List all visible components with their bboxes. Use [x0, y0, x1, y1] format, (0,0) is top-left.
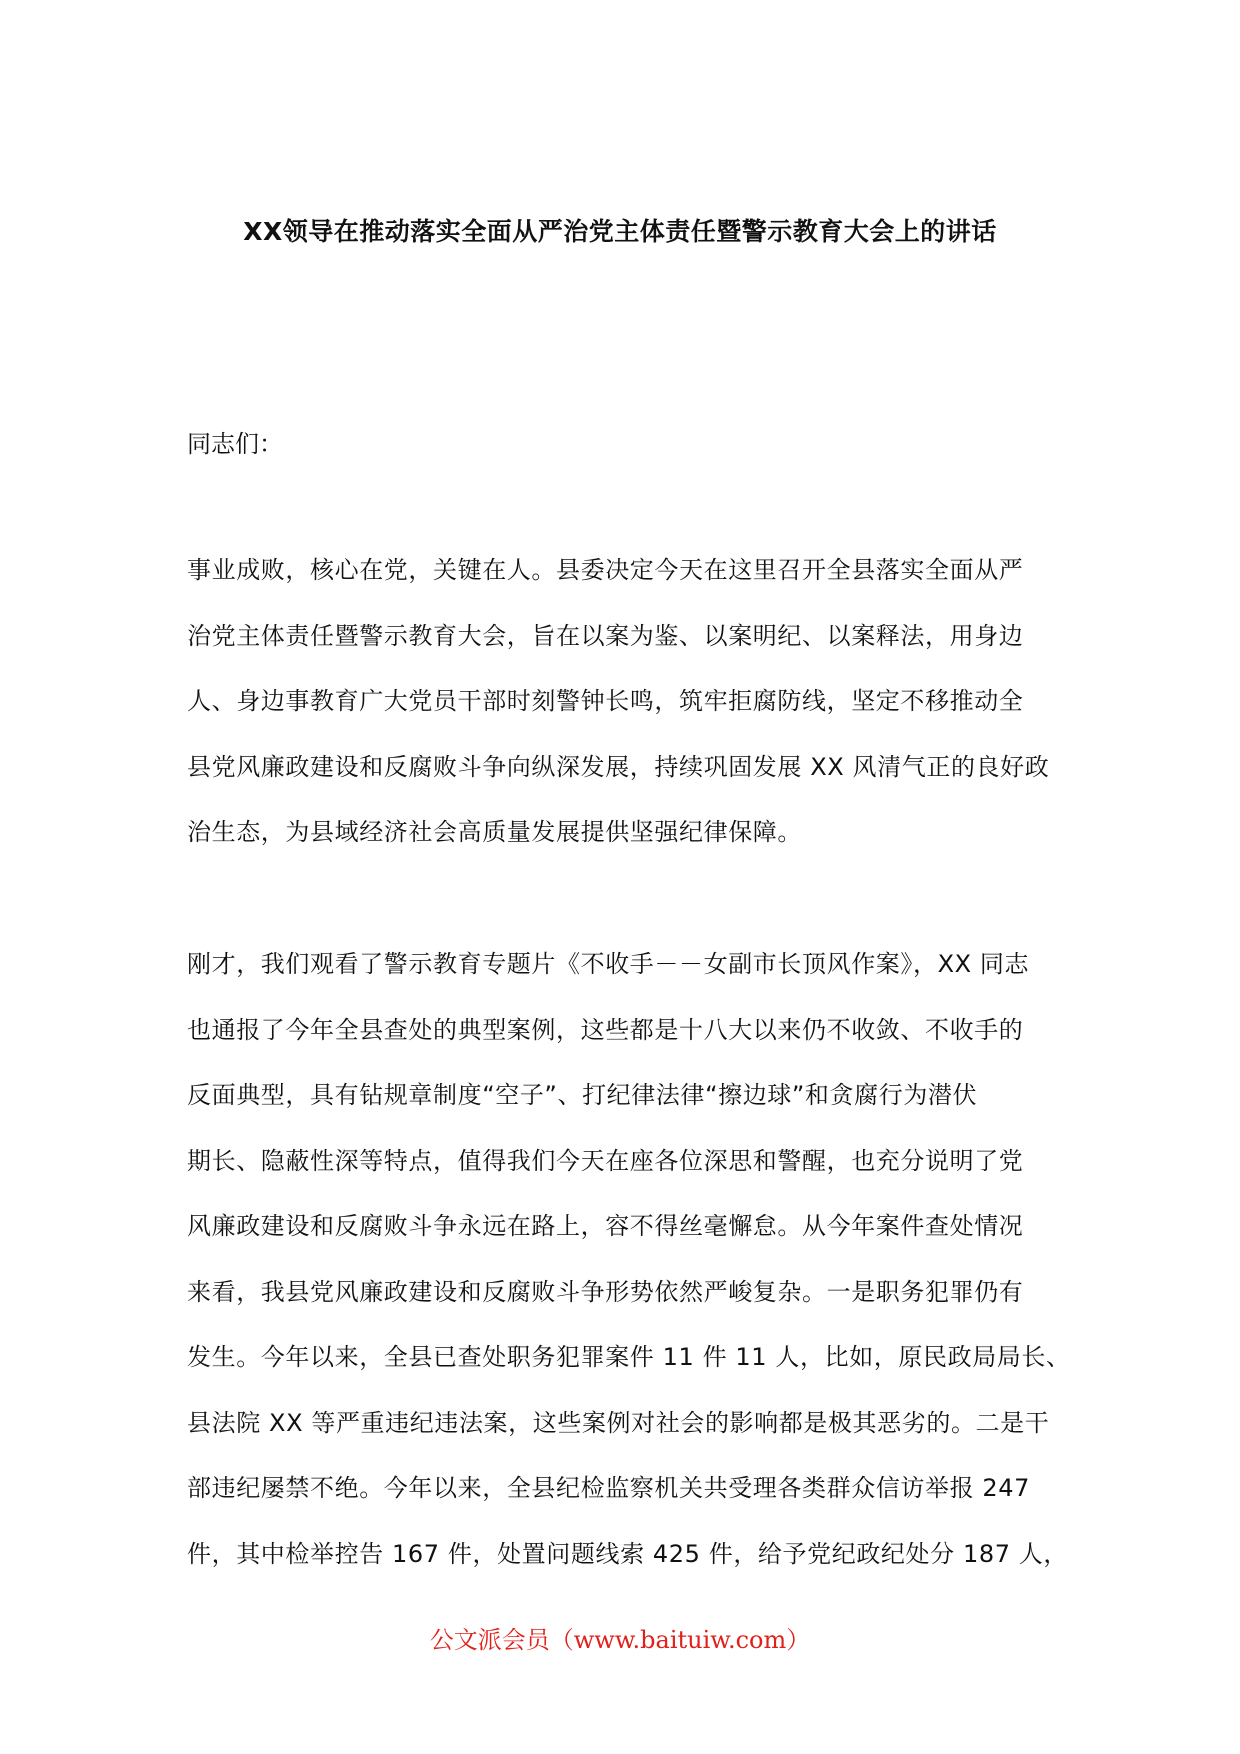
paragraph-2	[187, 932, 1071, 1587]
paragraph-line: 期长、隐蔽性深等特点，值得我们今天在座各位深思和警醒，也充分说明了党	[187, 1146, 1024, 1175]
footer-url[interactable]: www.baituiw.com	[573, 1626, 787, 1654]
footer-watermark	[0, 1620, 1240, 1660]
paragraph-1	[187, 538, 1061, 866]
paragraph-line: 反面典型，具有钻规章制度“空子”、打纪律法律“擦边球”和贪腐行为潜伏	[187, 1081, 978, 1109]
paragraph-line: 也通报了今年全县查处的典型案例，这些都是十八大以来仍不收敛、不收手的	[187, 1015, 1024, 1044]
document-title: XX领导在推动落实全面从严治党主体责任暨警示教育大会上的讲话	[243, 217, 997, 246]
salutation: 同志们：	[187, 430, 283, 458]
paragraph-line: 风廉政建设和反腐败斗争永远在路上，容不得丝毫懈怠。从今年案件查处情况	[187, 1212, 1024, 1240]
paragraph-line: 县党风廉政建设和反腐败斗争向纵深发展，持续巩固发展 XX 风清气正的良好政	[187, 752, 1050, 781]
paragraph-line: 治生态，为县域经济社会高质量发展提供坚强纪律保障。	[187, 818, 802, 846]
footer-close: ）	[786, 1626, 811, 1654]
paragraph-line: 事业成败，核心在党，关键在人。县委决定今天在这里召开全县落实全面从严	[187, 556, 1024, 584]
paragraph-line: 人、身边事教育广大党员干部时刻警钟长鸣，筑牢拒腐防线，坚定不移推动全	[187, 687, 1024, 715]
paragraph-line: 治党主体责任暨警示教育大会，旨在以案为鉴、以案明纪、以案释法，用身边	[187, 621, 1024, 650]
paragraph-line: 来看，我县党风廉政建设和反腐败斗争形势依然严峻复杂。一是职务犯罪仍有	[187, 1277, 1024, 1306]
paragraph-line: 件，其中检举控告 167 件，处置问题线索 425 件，给予党纪政纪处分 187 人，	[187, 1539, 1068, 1568]
paragraph-line: 部违纪屡禁不绝。今年以来，全县纪检监察机关共受理各类群众信访举报 247	[187, 1474, 1031, 1502]
paragraph-line: 县法院 XX 等严重违纪违法案，这些案例对社会的影响都是极其恶劣的。二是干	[187, 1408, 1050, 1437]
paragraph-line: 发生。今年以来，全县已查处职务犯罪案件 11 件 11 人，比如，原民政局局长、	[187, 1343, 1071, 1371]
footer-brand: 公文派会员（	[429, 1626, 574, 1654]
paragraph-line: 刚才，我们观看了警示教育专题片《不收手－－女副市长顶风作案》，XX 同志	[187, 950, 1030, 978]
